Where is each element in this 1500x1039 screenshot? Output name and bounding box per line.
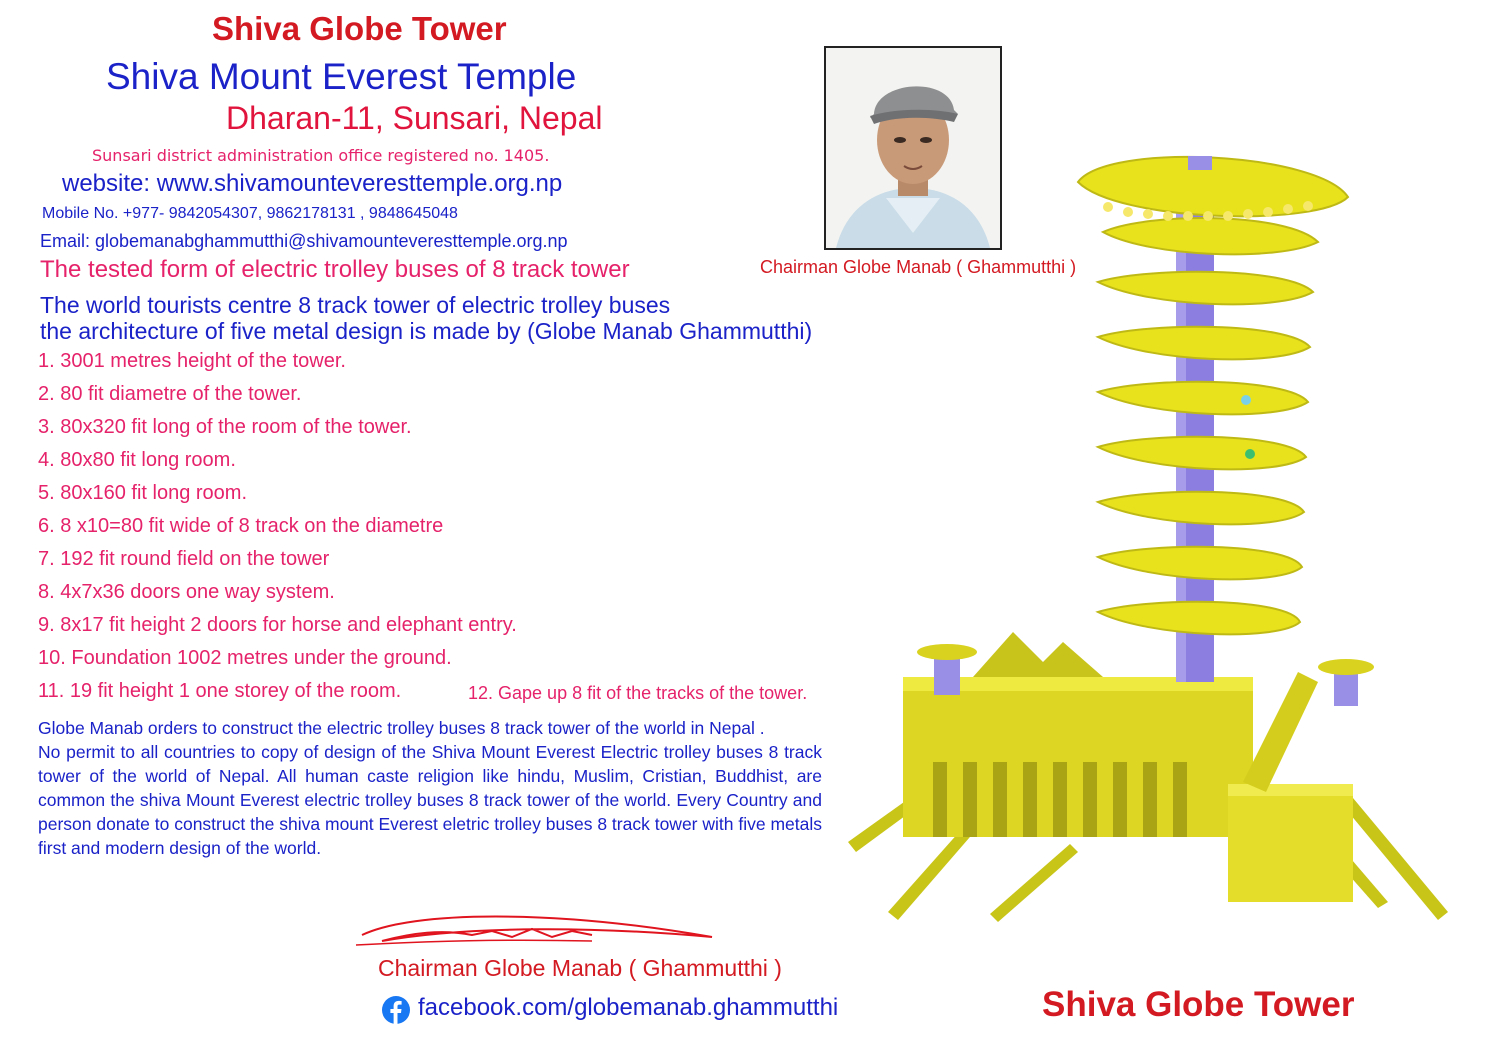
spec-item: 6. 8 x10=80 fit wide of 8 track on the diametre: [38, 515, 444, 537]
address: Dharan-11, Sunsari, Nepal: [226, 100, 603, 136]
website-link[interactable]: website: www.shivamounteveresttemple.org.np: [62, 170, 563, 197]
bottom-title: Shiva Globe Tower: [1042, 985, 1355, 1024]
spec-item: 4. 80x80 fit long room.: [38, 449, 236, 471]
mobile-numbers: Mobile No. +977- 9842054307, 9862178131 , 9848645048: [42, 205, 458, 222]
world-heading-line1: The world tourists centre 8 track tower of electric trolley buses: [40, 292, 671, 318]
chairman-caption-top: Chairman Globe Manab ( Ghammutthi ): [760, 257, 1077, 277]
spec-item: 7. 192 fit round field on the tower: [38, 548, 330, 570]
spec-item: 1. 3001 metres height of the tower.: [38, 350, 346, 372]
spec-item: 10. Foundation 1002 metres under the ground.: [38, 647, 452, 669]
paragraph-order: Globe Manab orders to construct the electric trolley buses 8 track tower of the world in Nepal .: [38, 718, 765, 738]
paragraph-permit: No permit to all countries to copy of design of the Shiva Mount Everest Electric trolley buses 8 track tower of the world of Nepal. All human caste religion like hindu, Muslim, Cristian, Buddhist, are common the shiva Mount Everest electric trolley buses 8 track tower of the world. Every Country and person donate to construct the shiva mount Everest eletric trolley buses 8 track tower with five metals first and modern design of the world.: [38, 742, 822, 858]
facebook-link[interactable]: facebook.com/globemanab.ghammutthi: [418, 994, 839, 1021]
temple-name: Shiva Mount Everest Temple: [106, 56, 577, 97]
facebook-icon: [382, 996, 410, 1024]
spec-item: 8. 4x7x36 doors one way system.: [38, 581, 335, 603]
description-paragraph: [38, 716, 822, 860]
tested-heading: The tested form of electric trolley buses of 8 track tower: [40, 256, 630, 283]
registration-line: Sunsari district administration office registered no. 1405.: [92, 146, 550, 165]
email-address[interactable]: Email: globemanabghammutthi@shivamounteveresttemple.org.np: [40, 231, 568, 251]
chairman-caption-bottom: Chairman Globe Manab ( Ghammutthi ): [378, 955, 782, 981]
tower-model-image: [848, 152, 1478, 922]
spec-item: 11. 19 fit height 1 one storey of the room.: [38, 680, 402, 702]
world-heading-line2: the architecture of five metal design is made by (Globe Manab Ghammutthi): [40, 318, 813, 344]
spec-item: 12. Gape up 8 fit of the tracks of the tower.: [468, 683, 808, 703]
spec-item: 3. 80x320 fit long of the room of the tower.: [38, 416, 412, 438]
spec-item: 5. 80x160 fit long room.: [38, 482, 248, 504]
main-title: Shiva Globe Tower: [212, 10, 507, 47]
spec-item: 9. 8x17 fit height 2 doors for horse and elephant entry.: [38, 614, 517, 636]
spec-item: 2. 80 fit diametre of the tower.: [38, 383, 302, 405]
signature: [352, 905, 722, 955]
